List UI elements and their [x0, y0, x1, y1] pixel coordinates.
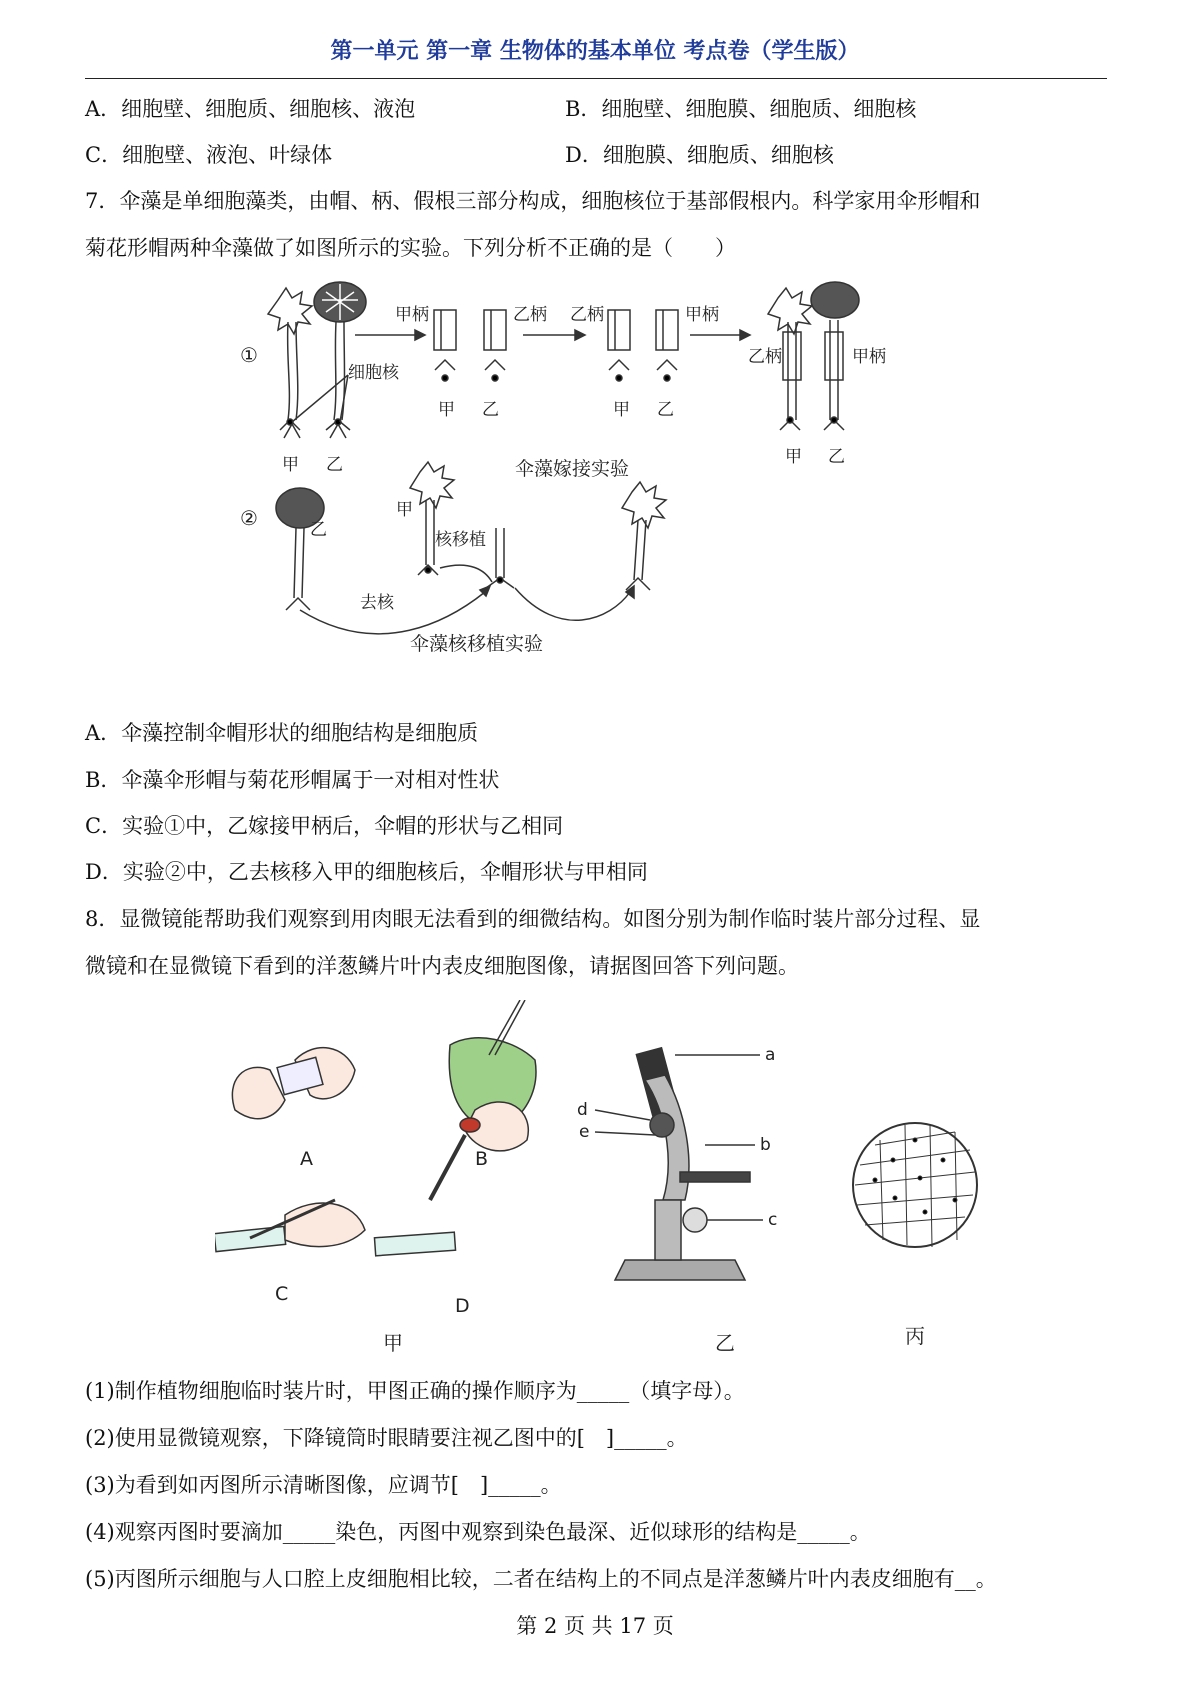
- q7-fig-caption1: 伞藻嫁接实验: [515, 458, 630, 480]
- q6-option-b: B．细胞壁、细胞膜、细胞质、细胞核: [565, 97, 917, 121]
- svg-text:甲: 甲: [396, 500, 413, 520]
- svg-text:A: A: [300, 1148, 313, 1170]
- q8-stem-line1: 8．显微镜能帮助我们观察到用肉眼无法看到的细微结构。如图分别为制作临时装片部分过程、显: [85, 907, 981, 931]
- q7-fig-caption2: 伞藻核移植实验: [410, 633, 544, 655]
- q6-option-c: C．细胞壁、液泡、叶绿体: [85, 143, 333, 167]
- svg-text:甲柄: 甲柄: [395, 305, 429, 325]
- svg-text:C: C: [275, 1283, 289, 1305]
- q7-stem-line2: 菊花形帽两种伞藻做了如图所示的实验。下列分析不正确的是（ ）: [85, 236, 736, 260]
- svg-text:乙柄: 乙柄: [748, 347, 782, 367]
- svg-text:甲: 甲: [438, 400, 455, 420]
- q6-option-d: D．细胞膜、细胞质、细胞核: [565, 143, 834, 167]
- q7-stem-line1: 7．伞藻是单细胞藻类，由帽、柄、假根三部分构成，细胞核位于基部假根内。科学家用伞形帽和: [85, 189, 981, 213]
- q6-option-a: A．细胞壁、细胞质、细胞核、液泡: [85, 97, 416, 121]
- q7-option-c: C．实验①中，乙嫁接甲柄后，伞帽的形状与乙相同: [85, 814, 564, 838]
- q8-sub2: (2)使用显微镜观察，下降镜筒时眼睛要注视乙图中的[ ]_____。: [85, 1426, 688, 1450]
- q8-stem-line2: 微镜和在显微镜下看到的洋葱鳞片叶内表皮细胞图像，请据图回答下列问题。: [85, 954, 799, 978]
- svg-text:乙柄: 乙柄: [570, 305, 604, 325]
- q8-sub1: (1)制作植物细胞临时装片时，甲图正确的操作顺序为_____（填字母）。: [85, 1379, 745, 1403]
- umbrella-cap-algae-yi: [314, 282, 366, 438]
- svg-text:乙: 乙: [482, 400, 499, 420]
- q7-fig-circle1: ①: [240, 343, 258, 367]
- q7-fig-nucleus-label: 细胞核: [348, 363, 399, 383]
- q8-sub3: (3)为看到如丙图所示清晰图像，应调节[ ]_____。: [85, 1473, 562, 1497]
- svg-text:B: B: [475, 1148, 489, 1170]
- svg-text:甲柄: 甲柄: [852, 347, 886, 367]
- svg-text:D: D: [455, 1295, 470, 1317]
- svg-text:乙柄: 乙柄: [513, 305, 547, 325]
- svg-text:乙: 乙: [657, 400, 674, 420]
- svg-text:乙: 乙: [326, 455, 343, 475]
- onion-cell-view: [853, 1123, 977, 1247]
- step-a-illustration: [232, 1048, 355, 1119]
- page-footer: 第 2 页 共 17 页: [516, 1614, 674, 1638]
- svg-text:乙: 乙: [310, 520, 327, 540]
- header-divider: [85, 78, 1107, 79]
- q7-option-d: D．实验②中，乙去核移入甲的细胞核后，伞帽形状与甲相同: [85, 860, 648, 884]
- svg-text:甲: 甲: [282, 455, 299, 475]
- svg-text:核移植: 核移植: [435, 530, 486, 550]
- q8-fig-jia: 甲: [383, 1331, 403, 1355]
- q7-option-a: A．伞藻控制伞帽形状的细胞结构是细胞质: [85, 721, 479, 745]
- step-c-illustration: [215, 1200, 365, 1252]
- q8-fig-yi: 乙: [715, 1331, 735, 1355]
- svg-text:c: c: [768, 1210, 778, 1230]
- svg-text:d: d: [577, 1100, 588, 1120]
- svg-text:b: b: [760, 1135, 771, 1155]
- step-d-illustration: [374, 1102, 528, 1256]
- svg-text:甲柄: 甲柄: [685, 305, 719, 325]
- q8-figure: [215, 1000, 995, 1360]
- q7-figure: [230, 280, 960, 700]
- q8-fig-bing: 丙: [905, 1324, 925, 1348]
- q7-option-b: B．伞藻伞形帽与菊花形帽属于一对相对性状: [85, 768, 500, 792]
- svg-text:甲: 甲: [785, 447, 802, 467]
- flower-cap-algae-jia: [268, 288, 312, 438]
- svg-text:乙: 乙: [828, 447, 845, 467]
- svg-text:e: e: [579, 1122, 590, 1142]
- svg-text:甲: 甲: [613, 400, 630, 420]
- page-header-title: 第一单元 第一章 生物体的基本单位 考点卷（学生版）: [330, 39, 860, 64]
- svg-text:去核: 去核: [360, 593, 394, 613]
- q8-sub4: (4)观察丙图时要滴加_____染色，丙图中观察到染色最深、近似球形的结构是_____。: [85, 1520, 871, 1544]
- svg-text:a: a: [765, 1045, 776, 1065]
- microscope-illustration: [615, 1048, 750, 1280]
- q7-fig-circle2: ②: [240, 506, 258, 530]
- q8-sub5: (5)丙图所示细胞与人口腔上皮细胞相比较，二者在结构上的不同点是洋葱鳞片叶内表皮细胞有__。: [85, 1567, 997, 1591]
